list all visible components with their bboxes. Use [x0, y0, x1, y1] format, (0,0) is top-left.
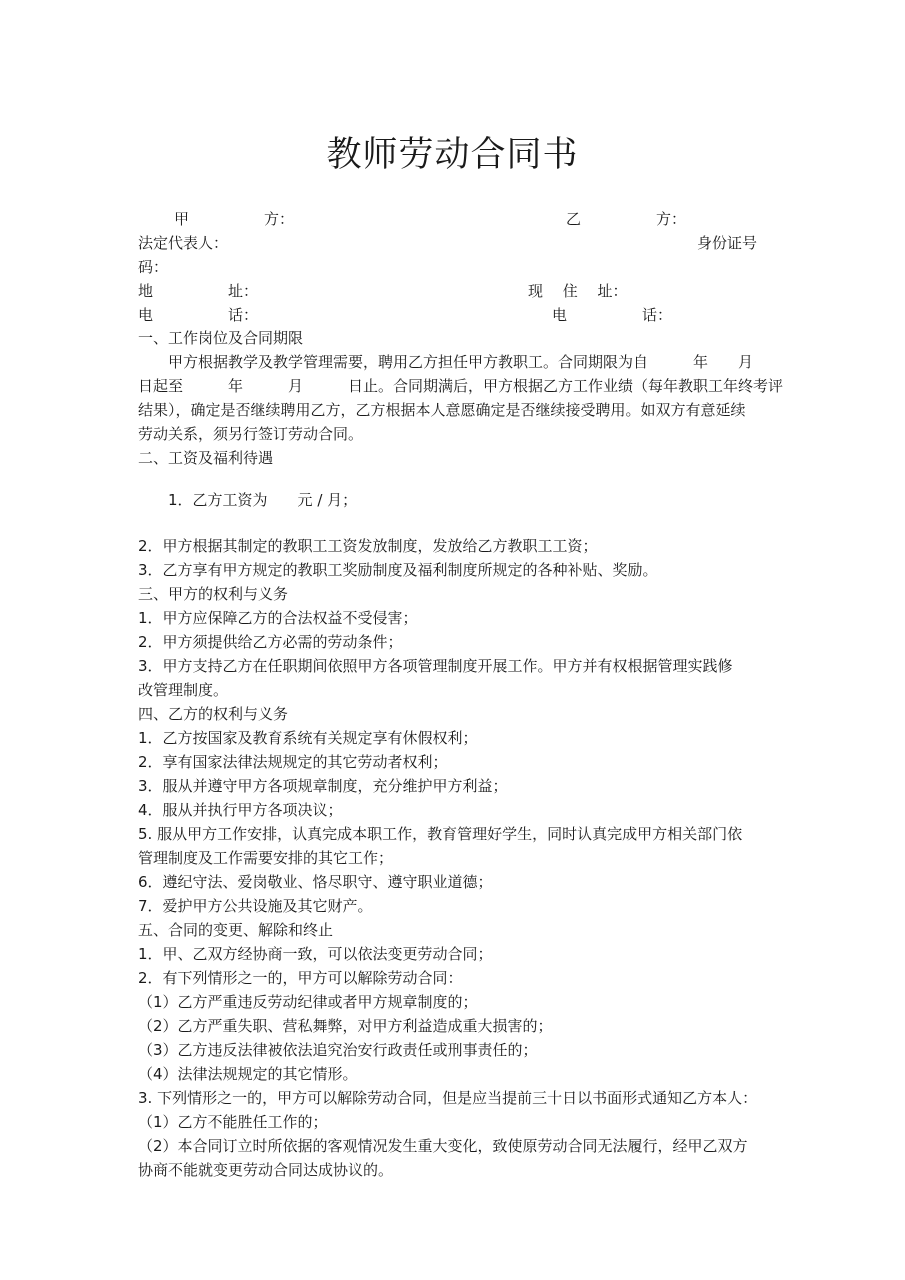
body-line: 4．服从并执行甲方各项决议； — [138, 801, 343, 819]
body-line: （1）乙方严重违反劳动纪律或者甲方规章制度的； — [138, 993, 478, 1011]
body-line: 3．服从并遵守甲方各项规章制度，充分维护甲方利益； — [138, 777, 508, 795]
current-address-label: 现 住 址： — [528, 282, 628, 300]
body-line: 5. 服从甲方工作安排，认真完成本职工作，教育管理好学生，同时认真完成甲方相关部门依 — [138, 825, 743, 843]
legal-rep-label: 法定代表人： — [138, 234, 229, 252]
body-line: 劳动关系，须另行签订劳动合同。 — [138, 425, 364, 443]
section-heading: 一、工作岗位及合同期限 — [138, 329, 304, 347]
section-heading: 二、工资及福利待遇 — [138, 449, 274, 467]
body-line: 7．爱护甲方公共设施及其它财产。 — [138, 897, 373, 915]
body-line: 1．乙方工资为 元 / 月； — [138, 491, 358, 509]
party-a-label: 甲 方： — [174, 210, 295, 228]
id-number-label-cont: 码： — [138, 258, 169, 276]
body-line: 1．甲方应保障乙方的合法权益不受侵害； — [138, 609, 418, 627]
body-line: 2．享有国家法律法规规定的其它劳动者权利； — [138, 753, 448, 771]
phone-b-label: 电 话： — [552, 306, 673, 324]
body-line: 1．乙方按国家及教育系统有关规定享有休假权利； — [138, 729, 478, 747]
section-heading: 三、甲方的权利与义务 — [138, 585, 289, 603]
section-heading: 五、合同的变更、解除和终止 — [138, 921, 334, 939]
body-line: 结果），确定是否继续聘用乙方，乙方根据本人意愿确定是否继续接受聘用。如双方有意延续 — [138, 401, 746, 419]
body-line: （2）本合同订立时所依据的客观情况发生重大变化，致使原劳动合同无法履行，经甲乙双方 — [138, 1137, 748, 1155]
body-line: 2．甲方须提供给乙方必需的劳动条件； — [138, 633, 403, 651]
body-line: 日起至 年 月 日止。合同期满后，甲方根据乙方工作业绩（每年教职工年终考评 — [138, 377, 784, 395]
body-line: 2．甲方根据其制定的教职工工资发放制度，发放给乙方教职工工资； — [138, 537, 598, 555]
address-label: 地 址： — [138, 282, 259, 300]
body-line: （3）乙方违反法律被依法追究治安行政责任或刑事责任的； — [138, 1041, 538, 1059]
body-line: （1）乙方不能胜任工作的； — [138, 1113, 328, 1131]
body-line: 3．甲方支持乙方在任职期间依照甲方各项管理制度开展工作。甲方并有权根据管理实践修 — [138, 657, 733, 675]
party-b-label: 乙 方： — [566, 210, 687, 228]
body-line: 协商不能就变更劳动合同达成协议的。 — [138, 1161, 394, 1179]
phone-a-label: 电 话： — [138, 306, 259, 324]
document-title: 教师劳动合同书 — [326, 135, 579, 175]
body-line: 6．遵纪守法、爱岗敬业、恪尽职守、遵守职业道德； — [138, 873, 493, 891]
body-line: （4）法律法规规定的其它情形。 — [138, 1065, 358, 1083]
body-line: （2）乙方严重失职、营私舞弊，对甲方利益造成重大损害的； — [138, 1017, 553, 1035]
body-line: 3. 下列情形之一的，甲方可以解除劳动合同，但是应当提前三十日以书面形式通知乙方本人： — [138, 1089, 758, 1107]
body-line: 3．乙方享有甲方规定的教职工奖励制度及福利制度所规定的各种补贴、奖励。 — [138, 561, 658, 579]
body-line: 管理制度及工作需要安排的其它工作； — [138, 849, 394, 867]
body-line: 甲方根据教学及教学管理需要，聘用乙方担任甲方教职工。合同期限为自 年 月 — [138, 353, 754, 371]
id-number-label: 身份证号 — [697, 234, 758, 252]
body-line: 改管理制度。 — [138, 681, 229, 699]
body-line: 2．有下列情形之一的，甲方可以解除劳动合同： — [138, 969, 463, 987]
body-line: 1．甲、乙双方经协商一致，可以依法变更劳动合同； — [138, 945, 493, 963]
section-heading: 四、乙方的权利与义务 — [138, 705, 289, 723]
